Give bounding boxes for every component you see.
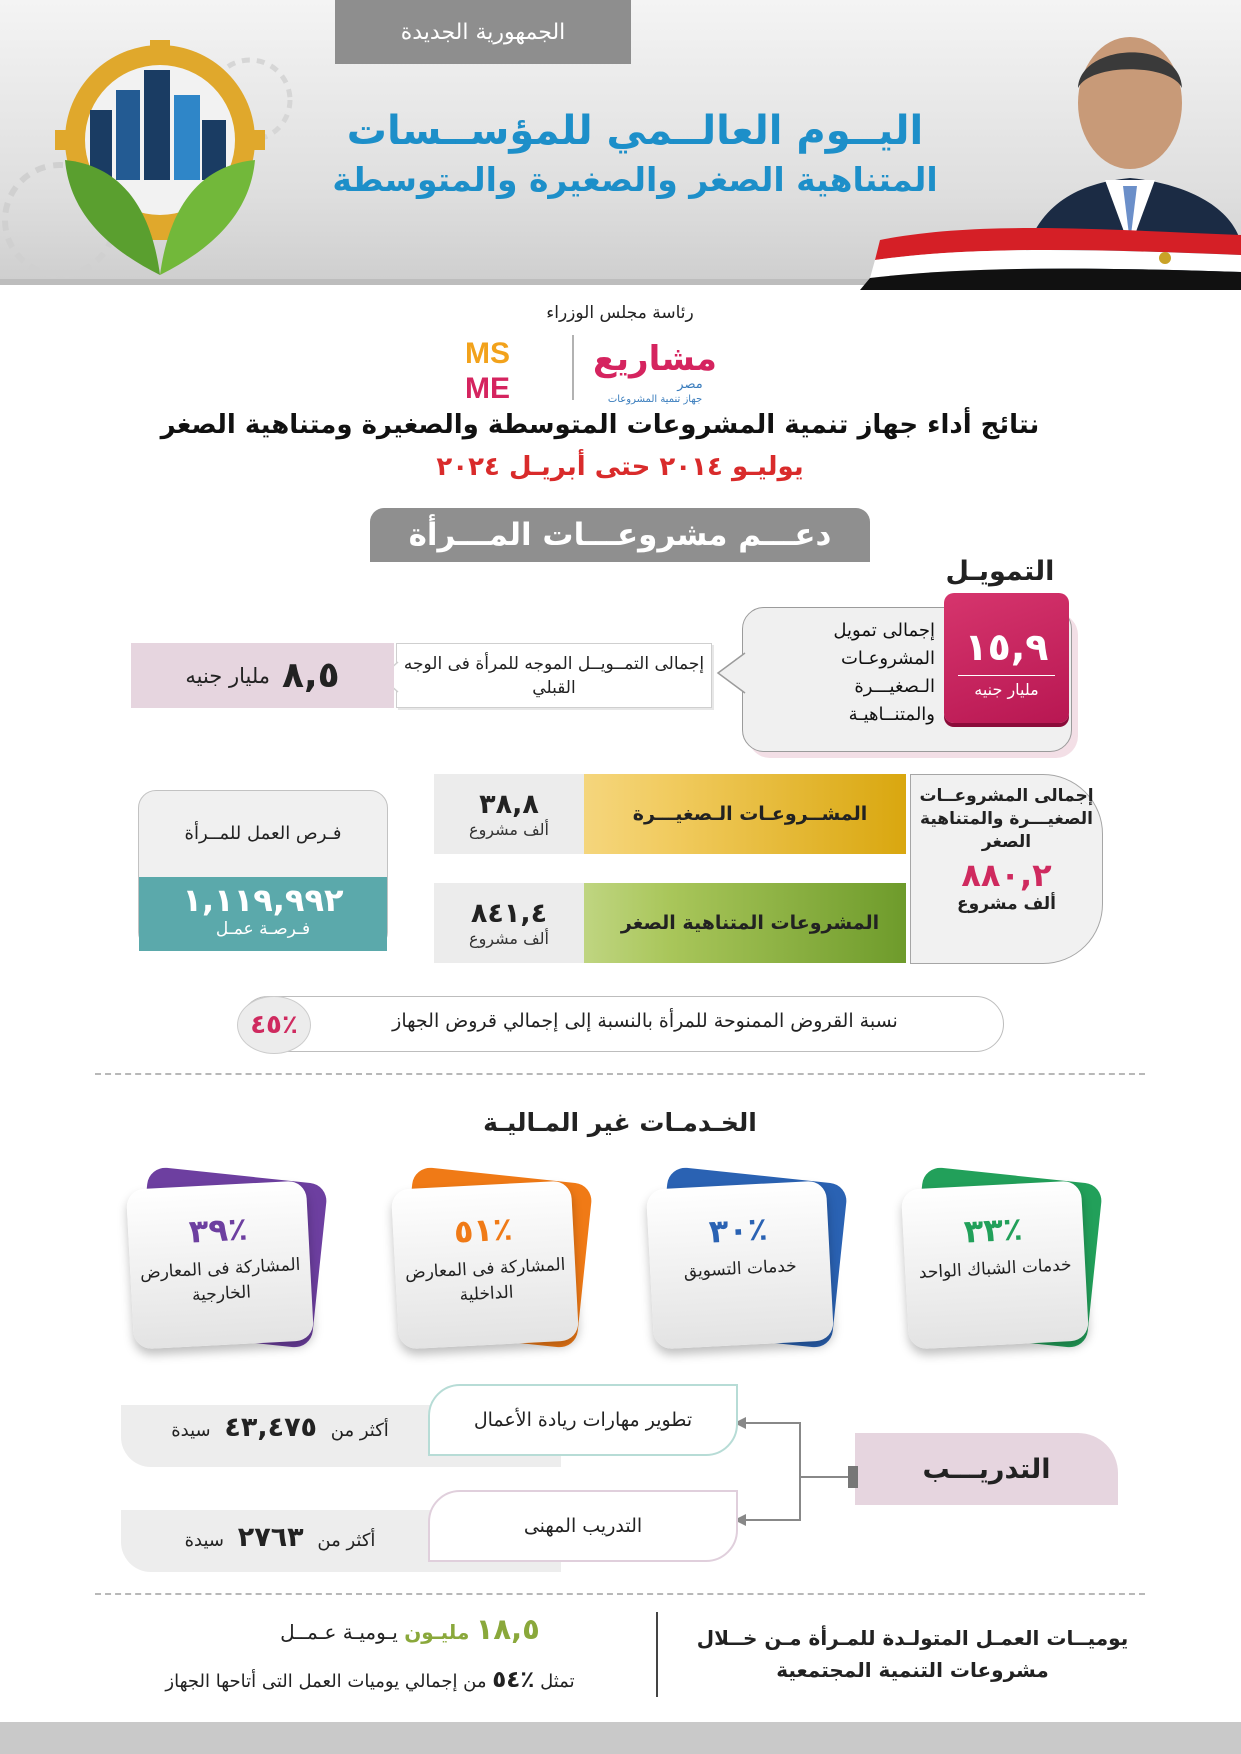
svg-text:MS: MS xyxy=(465,337,510,370)
training-unit: سيدة xyxy=(171,1420,211,1441)
community-workdays-value xyxy=(190,1612,630,1646)
service-card-foreign-exhibitions xyxy=(130,1175,320,1345)
svg-text:جهاز تنمية المشروعات: جهاز تنمية المشروعات xyxy=(607,394,703,405)
community-ratio-prefix: تمثل xyxy=(540,1671,575,1692)
service-card-one-stop xyxy=(905,1175,1095,1345)
jobs-card xyxy=(138,790,388,950)
service-label: المشاركة فى المعارض الداخلية xyxy=(404,1254,566,1306)
training-value: ٢٧٦٣ xyxy=(237,1522,304,1553)
divider xyxy=(95,1073,1145,1075)
jobs-unit: فـرصـة عمـل xyxy=(215,919,311,939)
svg-text:مشاريع: مشاريع xyxy=(593,339,717,379)
service-pct: ٪٥١ xyxy=(452,1209,514,1251)
svg-text:مصر: مصر xyxy=(677,377,703,392)
financing-total-label: إجمالى تمويل المشروعـات الـصغيـــرة والمتنــاهيـة xyxy=(833,620,935,725)
svg-text:ME: ME xyxy=(465,372,510,405)
card-face xyxy=(126,1180,314,1349)
jobs-value: ١,١١٩,٩٩٢ xyxy=(182,881,344,919)
footer-bar xyxy=(0,1722,1241,1754)
divider xyxy=(95,1593,1145,1595)
community-workdays-label: يوميــات العمـل المتولـدة للمـرأة مـن خــلال مشروعات التنمية المجتمعية xyxy=(696,1626,1129,1682)
micro-projects-label: المشروعات المتناهية الصغر xyxy=(620,912,880,934)
community-ratio xyxy=(100,1667,640,1693)
financing-heading: التمويـل xyxy=(945,556,1055,587)
training-item-value xyxy=(140,1412,420,1443)
page-title: اليــوم العالــمي للمؤســسات xyxy=(346,108,924,154)
financing-total-unit: مليار جنيه xyxy=(958,675,1055,699)
training-label: التدريـــب xyxy=(855,1433,1118,1505)
training-unit: سيدة xyxy=(184,1530,224,1551)
card-face xyxy=(901,1180,1089,1349)
bubble-pointer-icon xyxy=(716,648,746,698)
micro-projects-value-box xyxy=(434,883,584,963)
community-ratio-suffix: من إجمالي يوميات العمل التى أتاحها الجهاز xyxy=(165,1671,487,1692)
training-item-value xyxy=(140,1522,420,1553)
loan-ratio-value: ٪٤٥ xyxy=(237,996,311,1054)
community-value: ١٨,٥ xyxy=(475,1612,540,1646)
community-value-unit: مليـون xyxy=(404,1620,470,1644)
projects-total-unit: ألف مشروع xyxy=(957,894,1056,914)
egypt-flag-icon xyxy=(860,220,1241,290)
community-ratio-value: ٪٥٤ xyxy=(492,1667,535,1693)
south-financing-value: ٨,٥ xyxy=(282,655,340,696)
service-pct: ٪٣٣ xyxy=(962,1209,1024,1251)
header-banner xyxy=(0,0,1241,285)
report-title: نتائج أداء جهاز تنمية المشروعات المتوسطة والصغيرة ومتناهية الصغر xyxy=(160,410,1040,440)
training-item-vocational: التدريب المهنى xyxy=(428,1490,738,1562)
south-financing-unit: مليار جنيه xyxy=(185,663,271,688)
micro-projects-value: ٨٤١,٤ xyxy=(470,898,548,929)
vertical-separator xyxy=(656,1612,658,1697)
service-pct: ٪٣٠ xyxy=(707,1209,769,1251)
factory-gear-logo-icon xyxy=(40,40,280,280)
small-projects-value: ٣٨,٨ xyxy=(479,789,539,820)
community-value-suffix: يـوميـة عـمــل xyxy=(280,1620,398,1644)
service-card-local-exhibitions xyxy=(395,1175,585,1345)
training-prefix: أكثر من xyxy=(330,1420,389,1441)
projects-total-value: ٨٨٠,٢ xyxy=(961,856,1052,894)
services-heading: الخـدمـات غير المـاليـة xyxy=(483,1108,757,1137)
training-value: ٤٣,٤٧٥ xyxy=(224,1412,318,1443)
financing-total-badge xyxy=(944,593,1069,723)
loan-ratio-text: نسبة القروض الممنوحة للمرأة بالنسبة إلى إجمالي قروض الجهاز xyxy=(392,1010,898,1032)
card-face xyxy=(646,1180,834,1349)
projects-total-card xyxy=(910,774,1103,964)
micro-projects-bar xyxy=(434,883,906,963)
south-financing-label: إجمالى التمــويــل الموجه للمرأة فى الوجه القبلي xyxy=(396,643,712,708)
training-item-entrepreneurship: تطوير مهارات ريادة الأعمال xyxy=(428,1384,738,1456)
jobs-value-box xyxy=(139,877,387,951)
financing-total-value: ١٥,٩ xyxy=(964,625,1049,669)
service-card-marketing xyxy=(650,1175,840,1345)
service-pct: ٪٣٩ xyxy=(187,1209,249,1251)
service-label: خدمات الشباك الواحد xyxy=(918,1255,1073,1283)
south-financing-value-box xyxy=(131,643,394,708)
page-subtitle: المتناهية الصغر والصغيرة والمتوسطة xyxy=(332,160,938,199)
msme-logo-icon xyxy=(465,330,735,405)
agency-parent: رئاسة مجلس الوزراء xyxy=(546,303,694,323)
training-connector-icon xyxy=(730,1415,860,1530)
section-banner: دعـــم مشروعـــات المـــرأة xyxy=(370,508,870,562)
service-label: المشاركة فى المعارض الخارجية xyxy=(139,1254,301,1306)
small-projects-unit: ألف مشروع xyxy=(469,820,549,839)
card-face xyxy=(391,1180,579,1349)
small-projects-bar xyxy=(434,774,906,854)
header-tag: الجمهورية الجديدة xyxy=(335,0,631,64)
training-prefix: أكثر من xyxy=(317,1530,376,1551)
small-projects-value-box xyxy=(434,774,584,854)
jobs-label: فـرص العمل للمــرأة xyxy=(184,823,342,844)
service-label: خدمات التسويق xyxy=(683,1256,798,1282)
micro-projects-unit: ألف مشروع xyxy=(469,929,549,948)
report-period: يوليـو ٢٠١٤ حتى أبريـل ٢٠٢٤ xyxy=(436,452,804,482)
small-projects-label: المشــروعـات الـصغيـــرة xyxy=(632,803,868,825)
projects-total-label: إجمالى المشروعــات الصغيـــرة والمتناهية الصغر xyxy=(919,786,1094,852)
